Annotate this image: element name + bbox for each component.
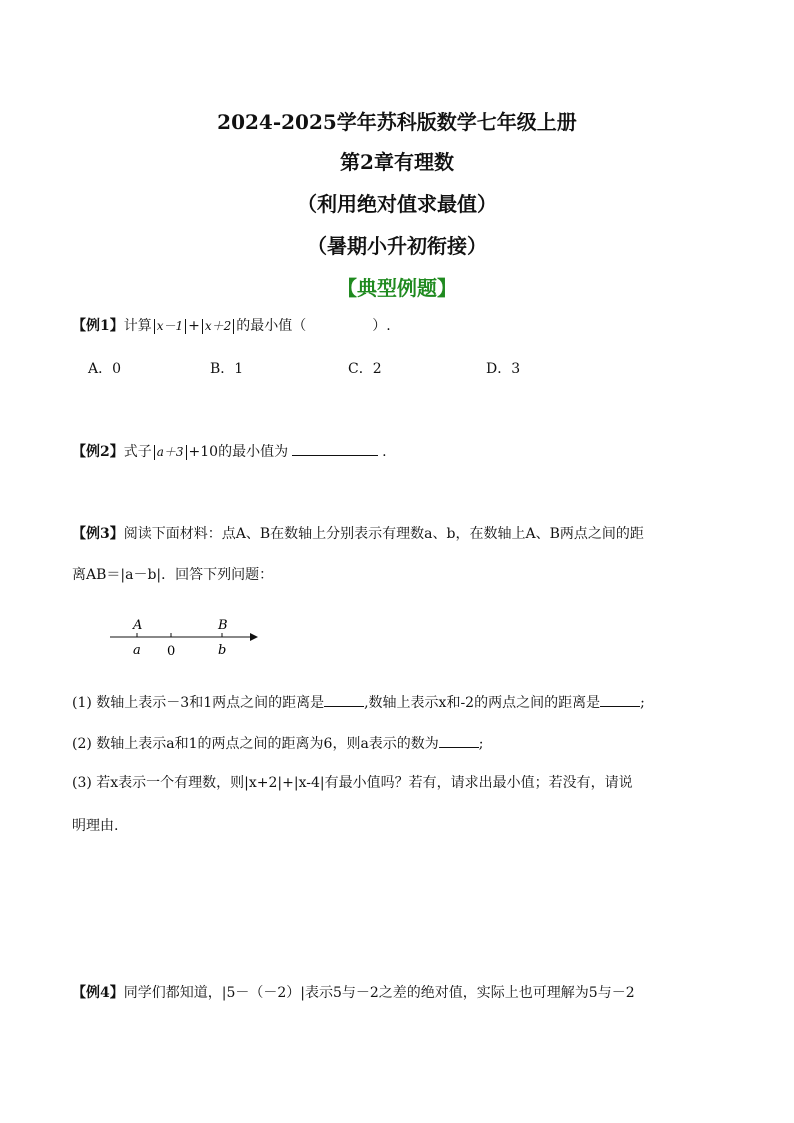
question-3-line1: (3) 若x表示一个有理数，则|x+2|+|x-4|有最小值吗？若有，请求出最小值；若没有，请说 <box>72 775 633 791</box>
point-label-B: B <box>218 618 228 633</box>
example-2-mid: +10的最小值为 <box>188 444 289 460</box>
option-c: C．2 <box>348 361 382 377</box>
example-3-line2: 离AB＝|a－b|．回答下列问题： <box>72 567 274 583</box>
example-4 <box>72 983 635 1003</box>
question-1-text-a: (1) 数轴上表示－3和1两点之间的距离是 <box>72 695 325 711</box>
question-2 <box>72 733 484 754</box>
point-label-A: A <box>133 618 143 633</box>
question-1-text-b: ,数轴上表示x和-2的两点之间的距离是 <box>364 695 601 711</box>
example-1-post: 的最小值（ <box>236 318 307 334</box>
value-label-b: b <box>218 643 227 658</box>
option-a: A．0 <box>88 361 122 377</box>
example-4-tag: 【例4】 <box>72 985 124 1001</box>
doc-title-line2: 第2章有理数 <box>340 150 454 174</box>
question-1-end: ; <box>640 695 645 711</box>
number-line-figure <box>110 612 270 662</box>
question-1-blank-2 <box>600 692 640 707</box>
option-b: B．1 <box>210 361 244 377</box>
example-2 <box>72 441 387 462</box>
question-2-blank <box>439 733 479 748</box>
example-3-text1: 阅读下面材料：点A、B在数轴上分别表示有理数a、b，在数轴上A、B两点之间的距 <box>123 526 644 542</box>
example-3-tag: 【例3】 <box>72 526 124 542</box>
question-3-line2: 明理由. <box>72 818 119 834</box>
doc-title-line3: （利用绝对值求最值） <box>297 192 497 216</box>
doc-title-line1: 2024-2025学年苏科版数学七年级上册 <box>217 110 577 134</box>
doc-title-line4: （暑期小升初衔接） <box>307 234 487 258</box>
example-2-blank <box>292 441 378 456</box>
example-2-abs: a＋3 <box>154 445 187 460</box>
example-1-abs2: x＋2 <box>202 319 234 334</box>
example-1-end: ）. <box>372 318 391 334</box>
example-1 <box>72 316 391 336</box>
number-line-arrow <box>250 633 258 641</box>
example-2-pre: 式子 <box>123 444 152 460</box>
question-2-end: ; <box>478 736 484 752</box>
example-2-tag: 【例2】 <box>72 444 124 460</box>
example-1-tag: 【例1】 <box>72 318 124 334</box>
question-2-text: (2) 数轴上表示a和1的两点之间的距离为6，则a表示的数为 <box>72 736 439 752</box>
question-1 <box>72 692 645 713</box>
section-title: 【典型例题】 <box>337 276 457 300</box>
example-3-line1 <box>72 524 644 544</box>
option-d: D．3 <box>486 361 521 377</box>
example-2-end: . <box>382 444 387 460</box>
value-label-a: a <box>133 643 141 658</box>
question-1-blank-1 <box>324 692 364 707</box>
value-label-zero: 0 <box>167 644 176 659</box>
example-1-pre: 计算 <box>123 318 152 334</box>
example-4-text: 同学们都知道，|5－（－2）|表示5与－2之差的绝对值，实际上也可理解为5与－2 <box>123 985 635 1001</box>
example-1-plus: + <box>188 318 200 334</box>
example-1-abs1: x－1 <box>154 319 186 334</box>
